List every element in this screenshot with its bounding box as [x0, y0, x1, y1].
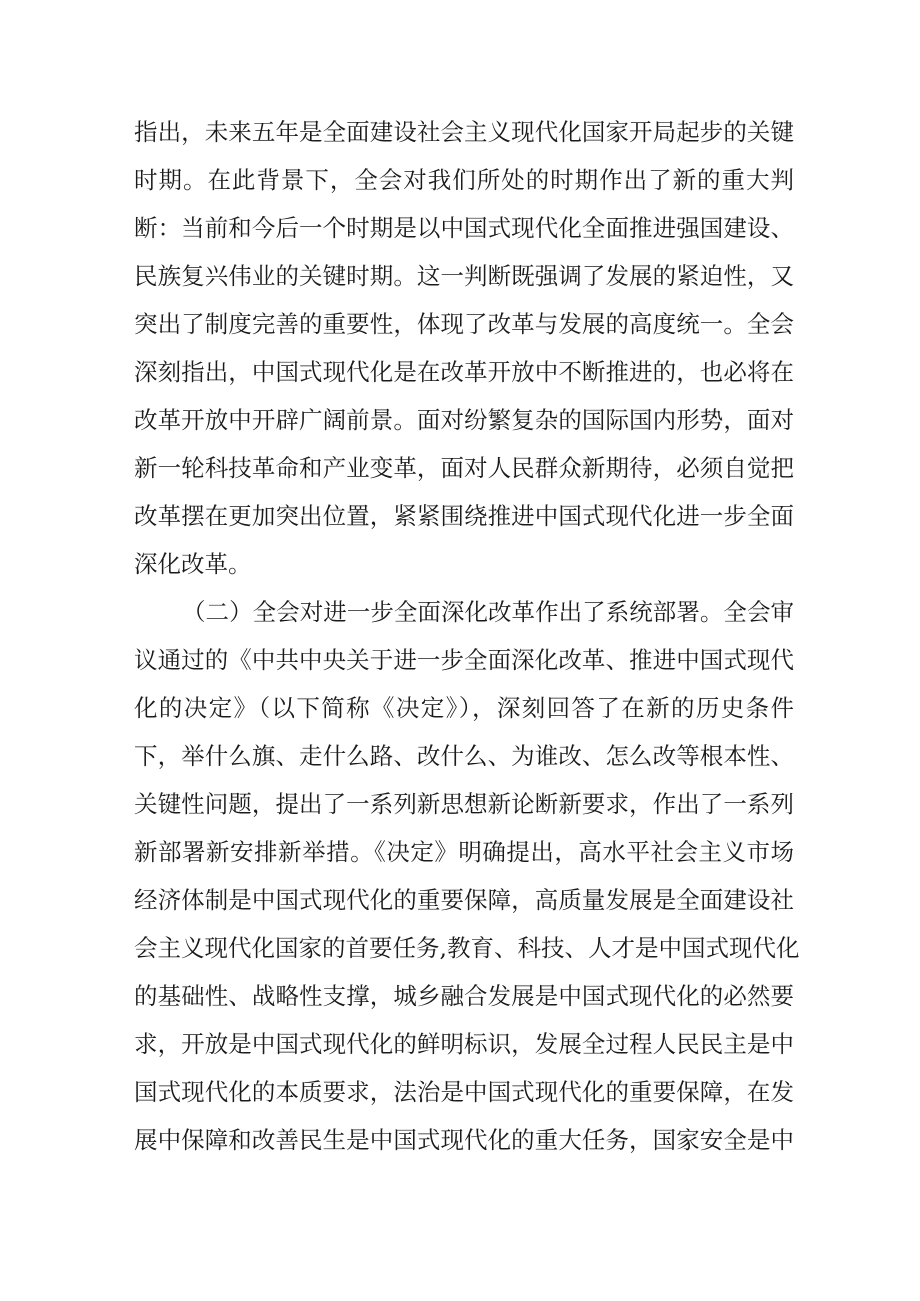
text-line: 会主义现代化国家的首要任务,教育、科技、人才是中国式现代化 [134, 934, 800, 962]
text-line: 经济体制是中国式现代化的重要保障，高质量发展是全面建设社 [134, 886, 794, 914]
text-line: 指出，未来五年是全面建设社会主义现代化国家开局起步的关键 [134, 118, 794, 146]
text-line: 的基础性、战略性支撑，城乡融合发展是中国式现代化的必然要 [134, 982, 794, 1010]
text-line: 深化改革。 [134, 550, 252, 578]
text-line: 化的决定》（以下简称《决定》），深刻回答了在新的历史条件 [134, 694, 794, 722]
text-line: 改革摆在更加突出位置，紧紧围绕推进中国式现代化进一步全面 [134, 502, 794, 530]
text-line: 时期。在此背景下，全会对我们所处的时期作出了新的重大判 [134, 166, 794, 194]
text-line: 新部署新安排新举措。《决定》明确提出，高水平社会主义市场 [134, 838, 794, 866]
text-line: 议通过的《中共中央关于进一步全面深化改革、推进中国式现代 [134, 646, 794, 674]
text-line: 求，开放是中国式现代化的鲜明标识，发展全过程人民民主是中 [134, 1030, 794, 1058]
paragraph-1 [134, 108, 794, 588]
text-line: 民族复兴伟业的关键时期。这一判断既强调了发展的紧迫性，又 [134, 262, 794, 290]
text-line: 新一轮科技革命和产业变革，面对人民群众新期待，必须自觉把 [134, 454, 794, 482]
text-line: 断：当前和今后一个时期是以中国式现代化全面推进强国建设、 [134, 214, 794, 242]
text-line: 下，举什么旗、走什么路、改什么、为谁改、怎么改等根本性、 [134, 742, 794, 770]
text-line: 深刻指出，中国式现代化是在改革开放中不断推进的，也必将在 [134, 358, 794, 386]
text-line: 国式现代化的本质要求，法治是中国式现代化的重要保障，在发 [134, 1078, 794, 1106]
text-line: 关键性问题，提出了一系列新思想新论断新要求，作出了一系列 [134, 790, 794, 818]
text-line: （二）全会对进一步全面深化改革作出了系统部署。全会审 [182, 598, 794, 626]
text-line: 突出了制度完善的重要性，体现了改革与发展的高度统一。全会 [134, 310, 794, 338]
text-line: 改革开放中开辟广阔前景。面对纷繁复杂的国际国内形势，面对 [134, 406, 794, 434]
paragraph-2 [134, 588, 800, 1164]
document-body [134, 108, 800, 1164]
text-line: 展中保障和改善民生是中国式现代化的重大任务，国家安全是中 [134, 1126, 794, 1154]
